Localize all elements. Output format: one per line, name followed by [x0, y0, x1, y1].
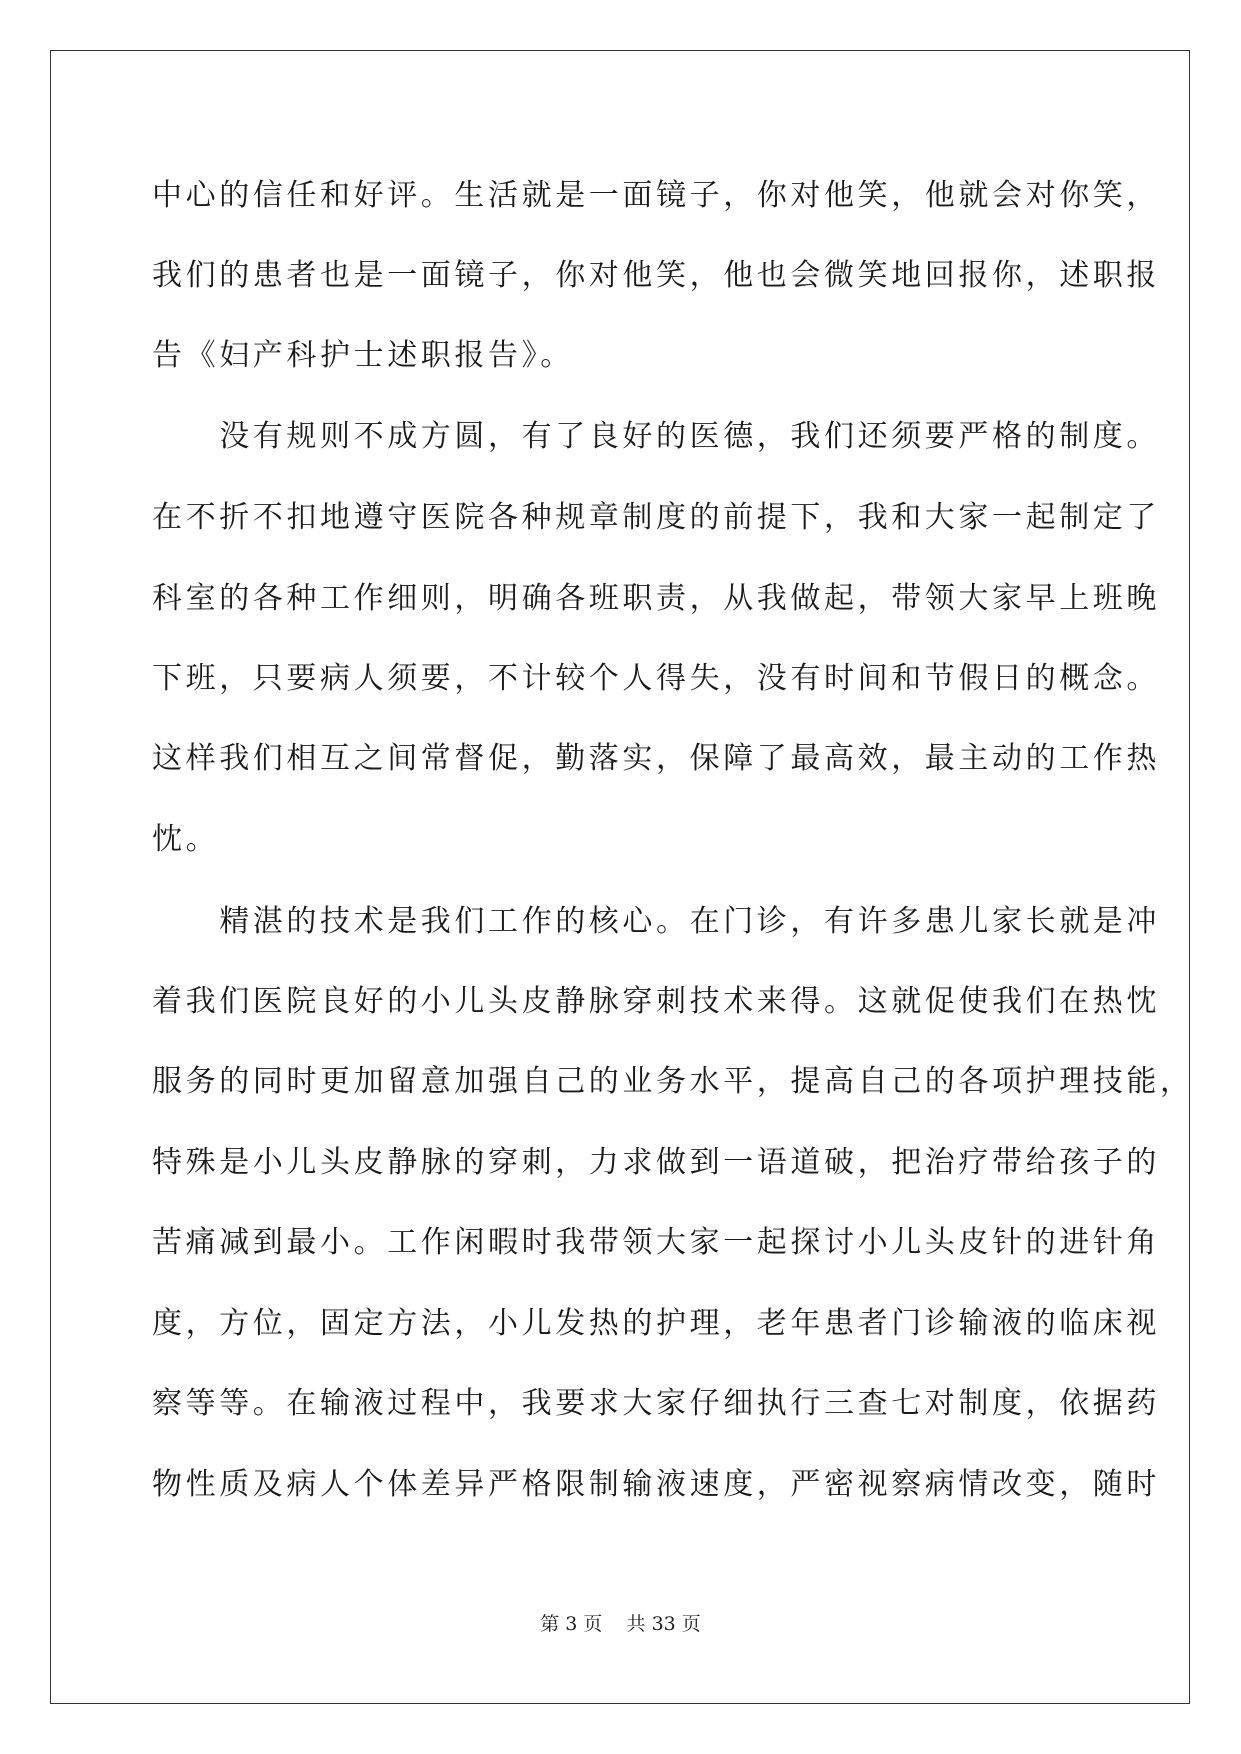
text-line: 特殊是小儿头皮静脉的穿刺，力求做到一语道破，把治疗带给孩子的 — [152, 1145, 1160, 1180]
text-line: 我们的患者也是一面镜子，你对他笑，他也会微笑地回报你，述职报 — [152, 258, 1160, 293]
text-line: 着我们医院良好的小儿头皮静脉穿刺技术来得。这就促使我们在热忱 — [152, 984, 1160, 1019]
text-line: 服务的同时更加留意加强自己的业务水平，提高自己的各项护理技能， — [152, 1064, 1194, 1099]
text-line: 物性质及病人个体差异严格限制输液速度，严密视察病情改变，随时 — [152, 1467, 1160, 1502]
page-number-footer: 第 3 页 共 33 页 — [540, 1613, 701, 1635]
page-border — [50, 50, 1190, 1704]
text-line: 科室的各种工作细则，明确各班职责，从我做起，带领大家早上班晚 — [152, 581, 1160, 616]
text-line: 这样我们相互之间常督促，勤落实，保障了最高效，最主动的工作热 — [152, 741, 1160, 776]
text-line: 中心的信任和好评。生活就是一面镜子，你对他笑，他就会对你笑， — [152, 178, 1160, 213]
text-line: 下班，只要病人须要，不计较个人得失，没有时间和节假日的概念。 — [152, 661, 1160, 696]
text-line: 察等等。在输液过程中，我要求大家仔细执行三查七对制度，依据药 — [152, 1386, 1160, 1421]
text-line: 苦痛减到最小。工作闲暇时我带领大家一起探讨小儿头皮针的进针角 — [152, 1225, 1160, 1260]
text-line: 告《妇产科护士述职报告》。 — [152, 338, 574, 373]
text-line: 精湛的技术是我们工作的核心。在门诊，有许多患儿家长就是冲 — [152, 904, 1160, 939]
text-line: 忱。 — [152, 822, 220, 857]
text-line: 在不折不扣地遵守医院各种规章制度的前提下，我和大家一起制定了 — [152, 500, 1160, 535]
text-line: 度，方位，固定方法，小儿发热的护理，老年患者门诊输液的临床视 — [152, 1306, 1160, 1341]
text-line: 没有规则不成方圆，有了良好的医德，我们还须要严格的制度。 — [152, 419, 1160, 454]
